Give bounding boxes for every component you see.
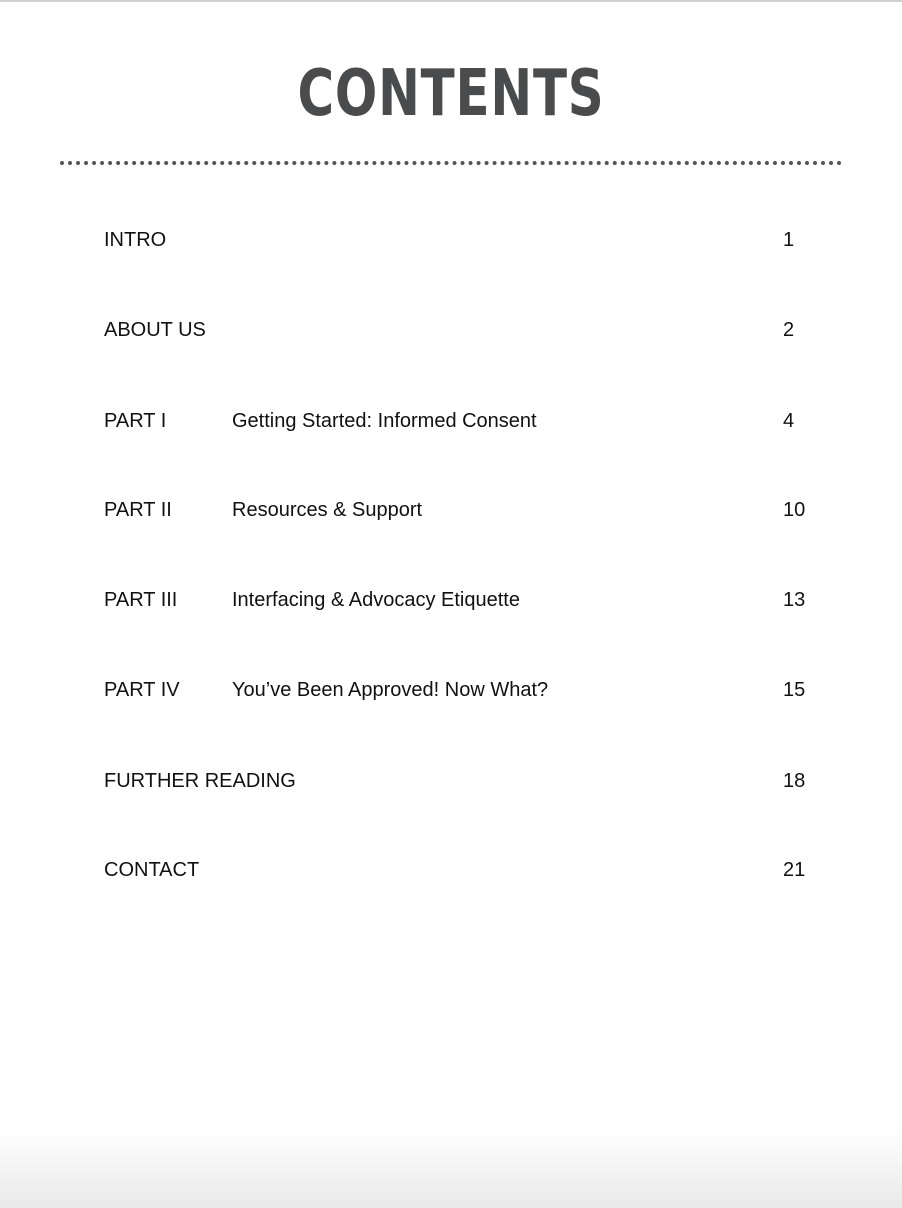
toc-entry-further-reading[interactable] bbox=[104, 767, 810, 795]
toc-section-title: Getting Started: Informed Consent bbox=[232, 410, 537, 432]
toc-section-title: Resources & Support bbox=[232, 499, 423, 521]
toc-entry-part-1[interactable] bbox=[104, 407, 810, 435]
toc-page-number: 1 bbox=[783, 229, 795, 251]
toc-entry-part-4[interactable] bbox=[104, 676, 810, 704]
toc-part-label: FURTHER READING bbox=[104, 770, 296, 792]
toc-part-label: PART II bbox=[104, 499, 172, 521]
dotted-divider bbox=[60, 161, 842, 165]
page-bottom-shadow bbox=[0, 1128, 902, 1208]
toc-entry-intro[interactable] bbox=[104, 226, 810, 254]
toc-part-label: PART IV bbox=[104, 679, 180, 701]
toc-part-label: ABOUT US bbox=[104, 319, 206, 341]
toc-entry-part-3[interactable] bbox=[104, 586, 810, 614]
toc-part-label: PART I bbox=[104, 410, 167, 432]
toc-entry-part-2[interactable] bbox=[104, 496, 810, 524]
toc-page-number: 15 bbox=[783, 679, 806, 701]
toc-page-number: 18 bbox=[783, 770, 806, 792]
toc-section-title: Interfacing & Advocacy Etiquette bbox=[232, 589, 520, 611]
toc-entry-about-us[interactable] bbox=[104, 316, 810, 344]
toc-page-number: 2 bbox=[783, 319, 795, 341]
page-title: CONTENTS bbox=[297, 57, 605, 131]
toc-part-label: CONTACT bbox=[104, 859, 200, 881]
page-top-edge bbox=[0, 0, 902, 2]
toc-page-number: 13 bbox=[783, 589, 806, 611]
toc-page-number: 4 bbox=[783, 410, 795, 432]
toc-section-title: You’ve Been Approved! Now What? bbox=[232, 679, 549, 701]
toc-part-label: PART III bbox=[104, 589, 178, 611]
toc-page-number: 21 bbox=[783, 859, 806, 881]
toc-page-number: 10 bbox=[783, 499, 806, 521]
toc-part-label: INTRO bbox=[104, 229, 167, 251]
toc-entry-contact[interactable] bbox=[104, 856, 810, 884]
